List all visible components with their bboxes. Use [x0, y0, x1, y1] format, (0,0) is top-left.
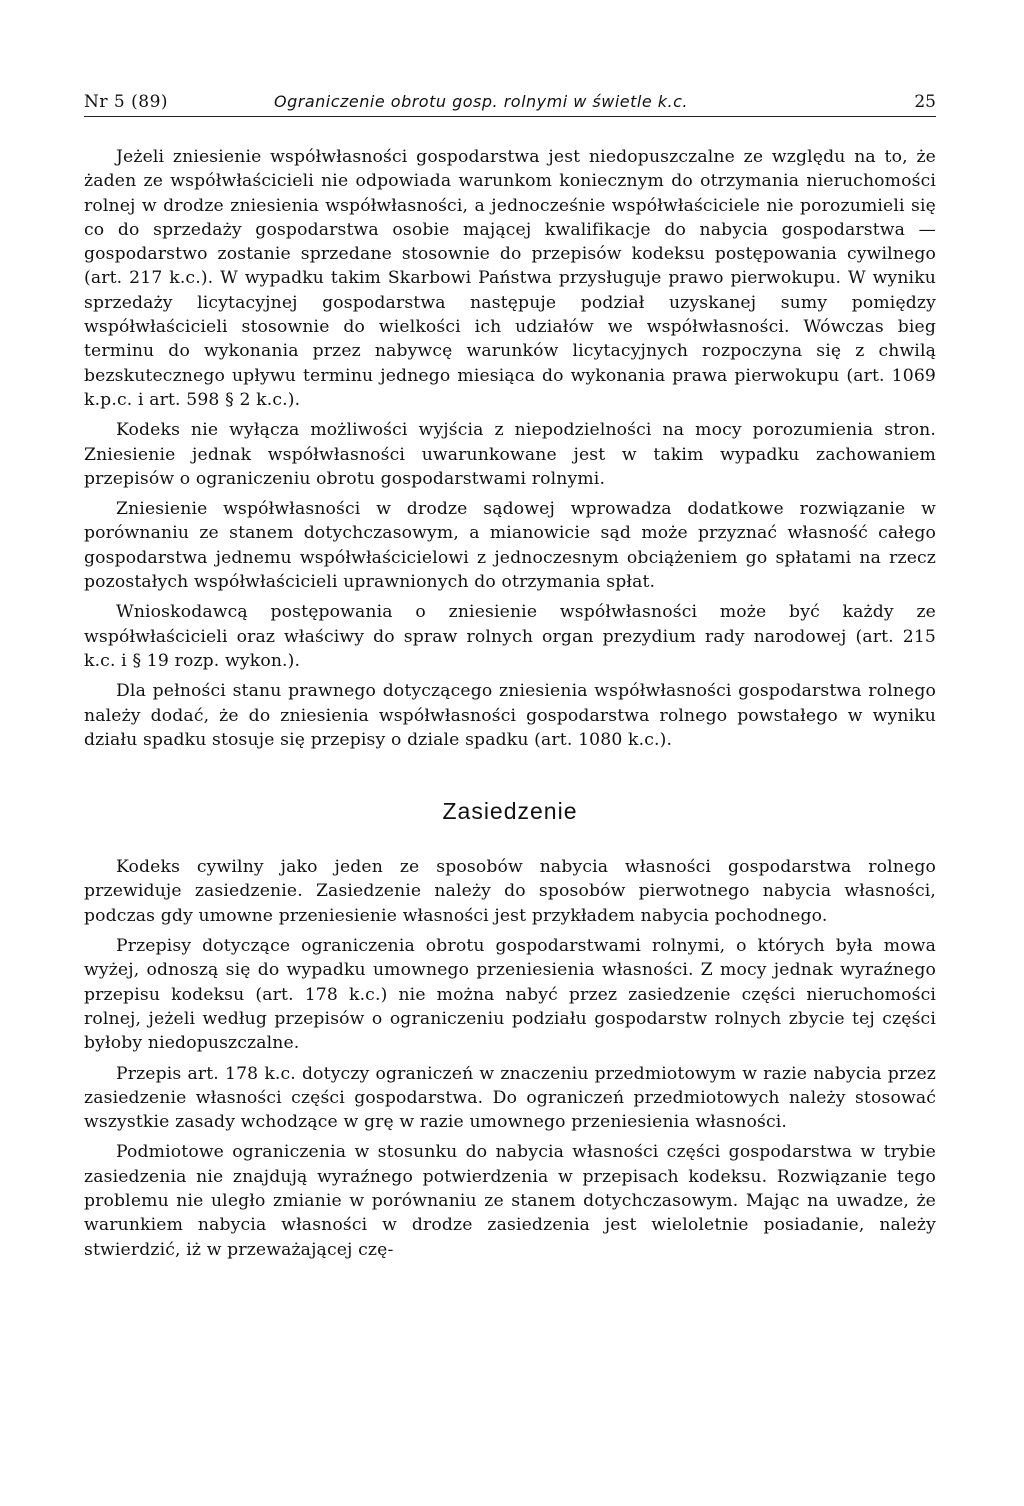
- page: [84, 86, 936, 1262]
- section-coownership: [84, 145, 936, 752]
- page-number: 25: [914, 92, 936, 112]
- section-prescription: [84, 855, 936, 1262]
- paragraph: Wnioskodawcą postępowania o zniesienie współwłasności może być każdy ze współwłaścicieli oraz właściwy do spraw rolnych organ prezydium rady narodowej (art. 215 k.c. i § 19 rozp. wykon.).: [84, 602, 936, 671]
- paragraph: Zniesienie współwłasności w drodze sądowej wprowadza dodatkowe rozwiązanie w porównaniu ze stanem dotychczasowym, a mianowicie sąd może przyznać własność całego gospodarstwa jednemu współwłaścicielowi z jednoczesnym obciążeniem go spłatami na rzecz pozostałych współwłaścicieli uprawnionych do otrzymania spłat.: [84, 499, 936, 593]
- paragraph: Kodeks cywilny jako jeden ze sposobów nabycia własności gospodarstwa rolnego przewiduje zasiedzenie. Zasiedzenie należy do sposobów pierwotnego nabycia własności, podczas gdy umowne przeniesienie własności jest przykładem nabycia pochodnego.: [84, 857, 936, 926]
- section-heading: Zasiedzenie: [442, 798, 578, 825]
- header-rule: [84, 116, 936, 117]
- paragraph: Przepis art. 178 k.c. dotyczy ograniczeń w znaczeniu przedmiotowym w razie nabycia przez zasiedzenie własności części gospodarstwa. Do ograniczeń przedmiotowych należy stosować wszystkie zasady wchodzące w grę w razie umownego przeniesienia własności.: [84, 1063, 936, 1133]
- paragraph: Dla pełności stanu prawnego dotyczącego zniesienia współwłasności gospodarstwa rolnego należy dodać, że do zniesienia współwłasności gospodarstwa rolnego powstałego w wyniku działu spadku stosuje się przepisy o dziale spadku (art. 1080 k.c.).: [84, 681, 936, 750]
- paragraph: Jeżeli zniesienie współwłasności gospodarstwa jest niedopuszczalne ze względu na to, że żaden ze współwłaścicieli nie odpowiada warunkom koniecznym do otrzymania nieruchomości rolnej w drodze zniesienia współwłasności, a jednocześnie współwłaściciele nie porozumieli się co do sprzedaży gospodarstwa osobie mającej kwalifikacje do nabycia gospodarstwa — gospodarstwo zostanie sprzedane stosownie do przepisów kodeksu postępowania cywilnego (art. 217 k.c.). W wypadku takim Skarbowi Państwa przysługuje prawo pierwokupu. W wyniku sprzedaży licytacyjnej gospodarstwa następuje podział uzyskanej sumy pomiędzy współwłaścicieli stosownie do wielkości ich udziałów we współwłasności. Wówczas bieg terminu do wykonania przez nabywcę warunków licytacyjnych rozpoczyna się z chwilą bezskutecznego upływu terminu jednego miesiąca do wykonania prawa pierwokupu (art. 1069 k.p.c. i art. 598 § 2 k.c.).: [84, 147, 936, 410]
- running-title: Ograniczenie obrotu gosp. rolnymi w świetle k.c.: [274, 92, 688, 111]
- issue-number: Nr 5 (89): [84, 92, 169, 112]
- paragraph: Przepisy dotyczące ograniczenia obrotu gospodarstwami rolnymi, o których była mowa wyżej, odnoszą się do wypadku umownego przeniesienia własności. Z mocy jednak wyraźnego przepisu kodeksu (art. 178 k.c.) nie można nabyć przez zasiedzenie części nieruchomości rolnej, jeżeli według przepisów o ograniczeniu podziału gospodarstw rolnych zbycie tej części byłoby niedopuszczalne.: [84, 936, 936, 1054]
- paragraph: Podmiotowe ograniczenia w stosunku do nabycia własności części gospodarstwa w trybie zasiedzenia nie znajdują wyraźnego potwierdzenia w przepisach kodeksu. Rozwiązanie tego problemu nie uległo zmianie w porównaniu ze stanem dotychczasowym. Mając na uwadze, że warunkiem nabycia własności w drodze zasiedzenia jest wieloletnie posiadanie, należy stwierdzić, iż w przeważającej czę-: [84, 1142, 936, 1260]
- paragraph: Kodeks nie wyłącza możliwości wyjścia z niepodzielności na mocy porozumienia stron. Zniesienie jednak współwłasności uwarunkowane jest w takim wypadku zachowaniem przepisów o ograniczeniu obrotu gospodarstwami rolnymi.: [84, 420, 936, 489]
- running-head: [84, 86, 936, 116]
